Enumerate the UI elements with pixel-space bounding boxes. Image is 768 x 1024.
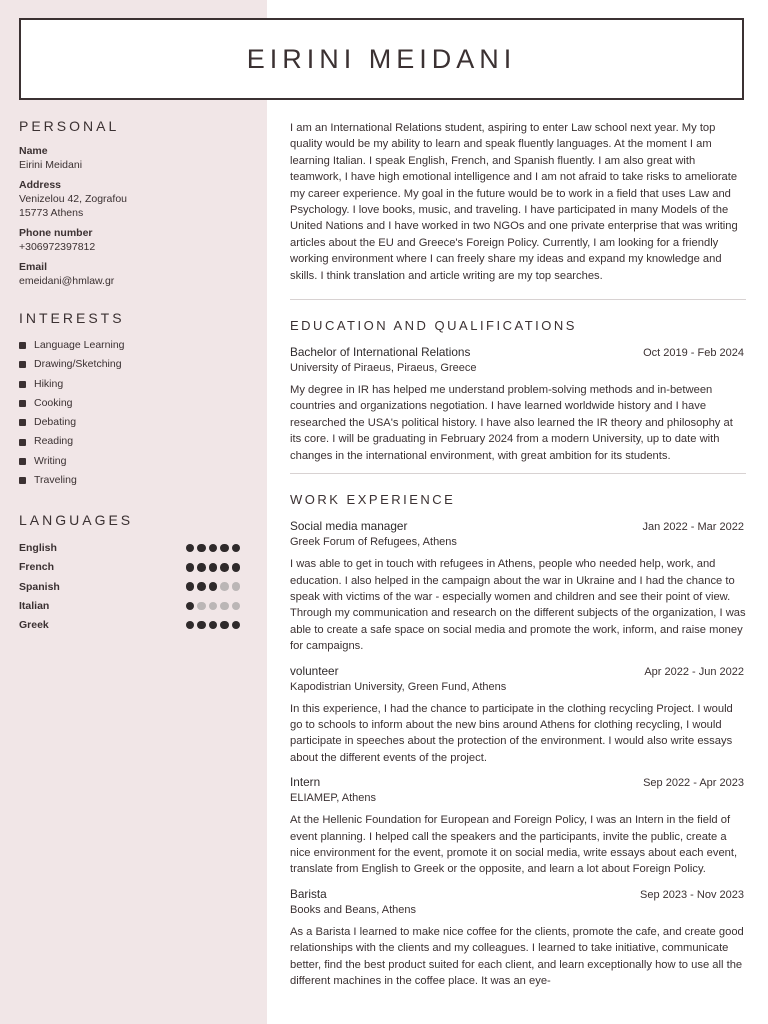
field-value: 15773 Athens (19, 207, 84, 219)
proficiency-dot-icon (197, 602, 206, 611)
entry-date: Sep 2022 - Apr 2023 (643, 777, 744, 790)
entry-organization: Greek Forum of Refugees, Athens (290, 536, 457, 549)
entry-description: I was able to get in touch with refugees in Athens, people who needed help, work, and education. I also helped in the campaign about the war in Ukraine and I had the chance to speak with victims of the war - especially women and children and see their point of view. Through my communication and research on the different subjects of the organization, I was able to create a safe space on social media and promote the work, inform, and raise money for campaigns. (290, 558, 746, 653)
languages-heading: LANGUAGES (19, 512, 134, 529)
field-label: Name (19, 145, 48, 157)
entry-organization: ELIAMEP, Athens (290, 792, 377, 805)
proficiency-dot-icon (186, 563, 195, 572)
interest-item (19, 355, 244, 374)
proficiency-dot-icon (232, 582, 241, 591)
name-header (19, 18, 744, 100)
bullet-icon (19, 419, 26, 426)
entry-description: As a Barista I learned to make nice coffee for the clients, promote the cafe, and create good relationships with the clients and my colleagues. I learned to take initiative, communicate better, find the best product suited for each client, and learn exceptionally how to use all the different machines in the coffee place. It was an eye- (290, 925, 744, 987)
proficiency-dot-icon (209, 602, 218, 611)
field-value: +306972397812 (19, 241, 96, 253)
entry-header (290, 775, 746, 791)
entry-title: Bachelor of International Relations (290, 345, 471, 360)
resume-name: EIRINI MEIDANI (246, 43, 517, 74)
entry-header (290, 887, 746, 903)
field-value: emeidani@hmlaw.gr (19, 275, 115, 287)
sidebar-content (19, 118, 244, 635)
entry-header (290, 345, 746, 361)
field-value: Eirini Meidani (19, 159, 83, 171)
entry-description: In this experience, I had the chance to participate in the clothing recycling Project. I would go to schools to inform about the new bins around Athens for clothing recycling, I would participate in speeches about the protection of the environment. I would also write essays about the different events of the project. (290, 702, 733, 764)
proficiency-dot-icon (186, 582, 195, 591)
proficiency-dot-icon (209, 563, 218, 572)
work-entry (290, 519, 746, 654)
interest-label: Traveling (34, 474, 77, 487)
proficiency-dot-icon (220, 544, 229, 553)
entry-description: At the Hellenic Foundation for European and Foreign Policy, I was an Intern in the field of event planning. I helped call the speakers and the participants, invite the public, create a nice environment for the event, promote it on social media, write essays about each event, translate from English to Greek or the opposite, and learn a lot about Foreign Policy. (290, 814, 738, 876)
work-entry (290, 775, 746, 878)
bullet-icon (19, 439, 26, 446)
entry-title: Intern (290, 775, 321, 790)
proficiency-dot-icon (232, 602, 241, 611)
proficiency-dot-icon (197, 563, 206, 572)
interest-label: Debating (34, 416, 77, 429)
interest-item (19, 452, 244, 471)
field-label: Phone number (19, 227, 93, 239)
proficiency-dots (186, 621, 241, 630)
proficiency-dot-icon (220, 621, 229, 630)
language-name: French (19, 561, 55, 574)
bullet-icon (19, 342, 26, 349)
proficiency-dot-icon (220, 602, 229, 611)
language-row (19, 596, 244, 615)
entry-organization: Books and Beans, Athens (290, 903, 416, 916)
personal-heading: PERSONAL (19, 118, 120, 134)
interest-item (19, 432, 244, 451)
entry-header (290, 664, 746, 680)
work-list (290, 519, 746, 989)
language-row (19, 616, 244, 635)
bullet-icon (19, 381, 26, 388)
education-entry (290, 345, 746, 464)
interest-item (19, 394, 244, 413)
proficiency-dots (186, 602, 241, 611)
interest-label: Language Learning (34, 339, 125, 351)
proficiency-dot-icon (209, 621, 218, 630)
proficiency-dot-icon (197, 582, 206, 591)
divider (290, 299, 746, 300)
language-name: Italian (19, 599, 50, 612)
proficiency-dots (186, 544, 241, 553)
entry-title: volunteer (290, 663, 339, 678)
interest-label: Hiking (34, 377, 64, 390)
language-name: English (19, 542, 57, 555)
entry-date: Oct 2019 - Feb 2024 (643, 347, 744, 360)
entry-date: Jan 2022 - Mar 2022 (642, 521, 744, 534)
language-row (19, 558, 244, 577)
entry-organization: Kapodistrian University, Green Fund, Athens (290, 680, 507, 693)
bullet-icon (19, 361, 26, 368)
interest-item (19, 413, 244, 432)
proficiency-dots (186, 582, 241, 591)
entry-title: Social media manager (290, 519, 408, 534)
entry-header (290, 519, 746, 535)
language-row (19, 538, 244, 557)
divider (290, 473, 746, 474)
work-entry (290, 664, 746, 767)
interest-item (19, 336, 244, 355)
proficiency-dot-icon (232, 544, 241, 553)
proficiency-dot-icon (232, 621, 241, 630)
interest-item (19, 375, 244, 394)
bullet-icon (19, 458, 26, 465)
language-name: Spanish (19, 580, 60, 593)
proficiency-dot-icon (209, 582, 218, 591)
interest-label: Cooking (34, 396, 73, 409)
proficiency-dot-icon (220, 582, 229, 591)
entry-date: Sep 2023 - Nov 2023 (640, 888, 744, 901)
language-row (19, 577, 244, 596)
profile-summary: I am an International Relations student, aspiring to enter Law school next year. My top quality would be my ability to learn and speak fluently languages. At the moment I am learning Italian. I speak English, French, and Spanish fluently. I am also great with teamwork, I have high emotional intelligence and I am not afraid to take risks to ameliorate my career experience. My goal in the future would be to work in a field that uses Law and Psychology. I love books, music, and traveling. I have participated in many Models of the United Nations and I have worked in two NGOs and one private enterprise that was writing articles about the EU and Greece's Foreign Policy. Currently, I am looking for a friendly working environment where I can freely share my ideas and expand my knowledge and skills. I think translation and article writing are my top searches. (290, 122, 738, 282)
interest-label: Writing (34, 454, 67, 467)
bullet-icon (19, 400, 26, 407)
languages-list (19, 538, 244, 634)
work-heading: WORK EXPERIENCE (290, 492, 456, 508)
field-label: Email (19, 261, 48, 273)
proficiency-dot-icon (186, 621, 195, 630)
entry-description: My degree in IR has helped me understand problem-solving methods and in-between countries and organizations negotiation. I have learned worldwide history and I have researched the USA's political history. I have also learned the IR theory and philosophy at its core. I will be graduating in February 2024 from a modern University, up to date with changes in the international environment, with great ambition for its students. (290, 384, 733, 462)
entry-title: Barista (290, 886, 327, 901)
proficiency-dot-icon (186, 602, 195, 611)
education-heading: EDUCATION AND QUALIFICATIONS (290, 318, 577, 334)
proficiency-dot-icon (186, 544, 195, 553)
proficiency-dot-icon (232, 563, 241, 572)
entry-organization: University of Piraeus, Piraeus, Greece (290, 362, 477, 375)
main-content (290, 120, 746, 998)
bullet-icon (19, 477, 26, 484)
proficiency-dot-icon (209, 544, 218, 553)
education-list (290, 345, 746, 464)
interests-heading: INTERESTS (19, 310, 125, 326)
proficiency-dot-icon (220, 563, 229, 572)
proficiency-dots (186, 563, 241, 572)
personal-fields (19, 144, 244, 288)
work-entry (290, 887, 746, 990)
interest-label: Reading (34, 435, 74, 448)
interest-item (19, 471, 244, 490)
proficiency-dot-icon (197, 544, 206, 553)
entry-date: Apr 2022 - Jun 2022 (644, 665, 744, 678)
interests-list (19, 336, 244, 490)
interest-label: Drawing/Sketching (34, 358, 122, 371)
proficiency-dot-icon (197, 621, 206, 630)
field-value: Venizelou 42, Zografou (19, 193, 127, 205)
language-name: Greek (19, 619, 49, 632)
field-label: Address (19, 179, 62, 191)
